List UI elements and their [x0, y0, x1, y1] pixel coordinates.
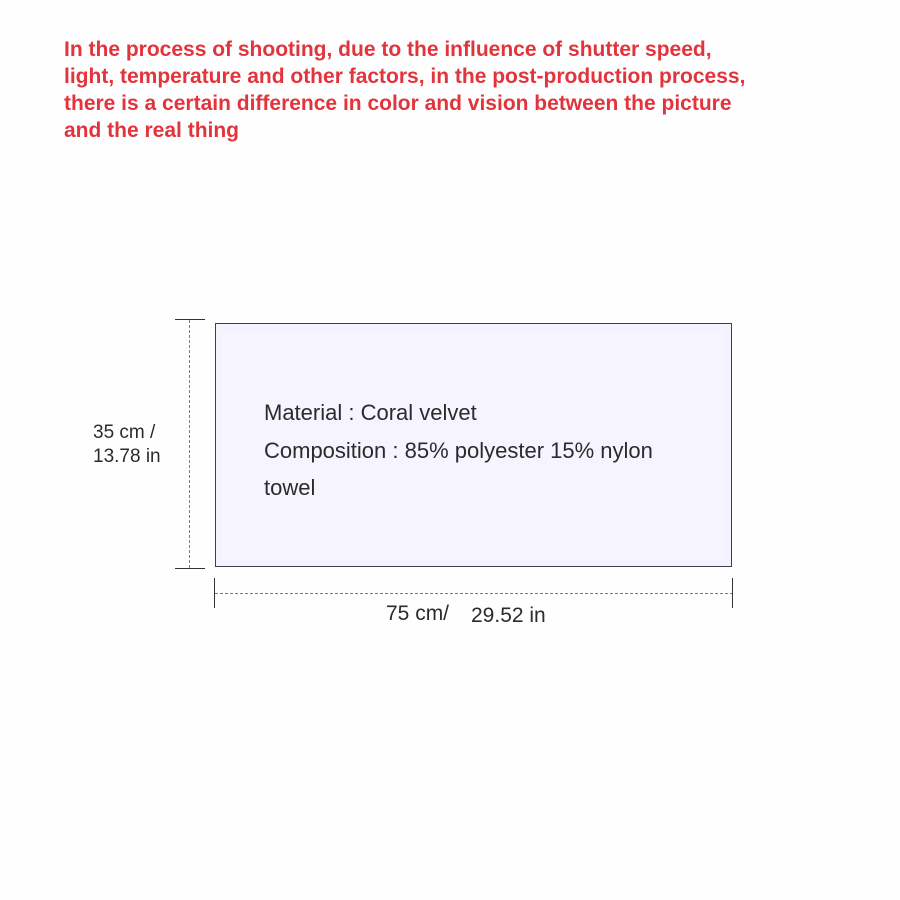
disclaimer-line-1: In the process of shooting, due to the influence of shutter speed, — [64, 38, 712, 61]
height-label-in: 13.78 in — [93, 446, 161, 467]
width-right-tick — [732, 578, 733, 608]
width-dimension-line — [215, 593, 733, 594]
color-disclaimer — [64, 36, 864, 144]
height-bottom-tick — [175, 568, 205, 569]
disclaimer-line-4: and the real thing — [64, 119, 240, 142]
width-left-tick — [214, 578, 215, 608]
product-type: towel — [264, 475, 316, 500]
height-label-cm: 35 cm / — [93, 422, 156, 443]
composition-spec: Composition : 85% polyester 15% nylon — [264, 438, 653, 463]
disclaimer-line-2: light, temperature and other factors, in the post-production process, — [64, 65, 746, 88]
width-label-in: 29.52 in — [471, 604, 546, 627]
disclaimer-line-3: there is a certain difference in color and vision between the picture — [64, 92, 732, 115]
height-top-tick — [175, 319, 205, 320]
width-label-cm: 75 cm/ — [386, 602, 450, 625]
height-dimension-line — [189, 320, 190, 568]
material-spec: Material : Coral velvet — [264, 400, 477, 425]
